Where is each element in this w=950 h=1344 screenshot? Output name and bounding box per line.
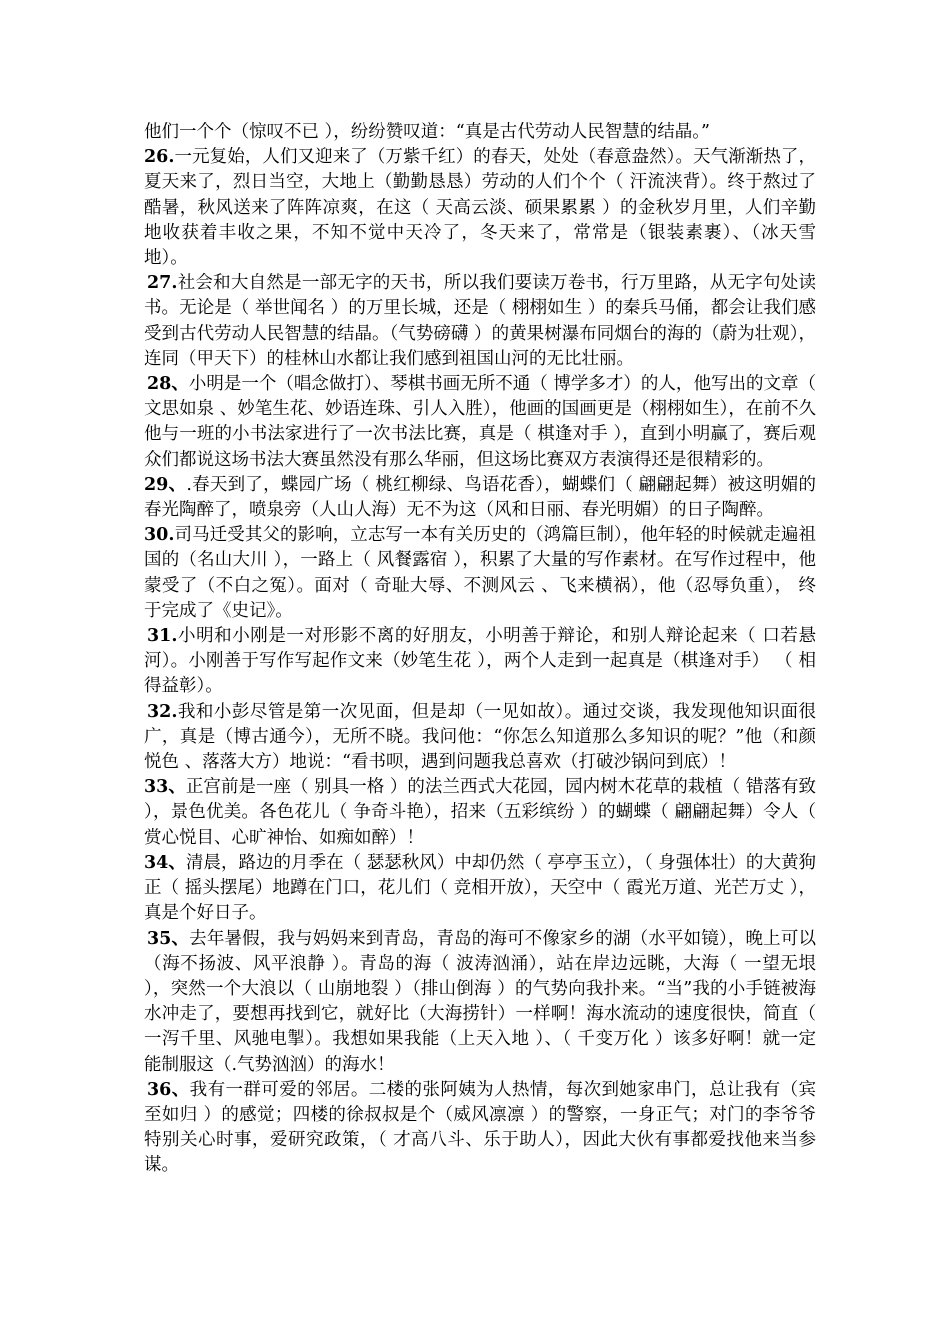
paragraph-number: 28、 [147, 374, 189, 395]
paragraph-36 [144, 1078, 816, 1179]
paragraph-number: 33、 [144, 777, 186, 798]
paragraph-continuation [144, 120, 816, 145]
paragraph-32 [144, 700, 816, 776]
paragraph-text: 社会和大自然是一部无字的天书，所以我们要读万卷书，行万里路，从无字句处读书。无论是（ 举世闻名 ）的万里长城，还是（ 栩栩如生 ）的秦兵马俑，都会让我们感受到古代劳动人民智慧的结晶。（气势磅礴 ）的黄果树瀑布同烟台的海的（蔚为壮观），连同（甲天下）的桂林山水都让我们感到祖国山河的无比壮丽。 [144, 273, 816, 369]
paragraph-text: 小明和小刚是一对形影不离的好朋友，小明善于辩论，和别人辩论起来（ 口若悬河）。小刚善于写作写起作文来（妙笔生花 ），两个人走到一起真是（棋逢对手） （ 相得益彰）。 [144, 626, 816, 697]
paragraph-text: 一元复始，人们又迎来了（万紫千红）的春天，处处（春意盎然）。天气渐渐热了，夏天来了，烈日当空，大地上（勤勤恳恳）劳动的人们个个（ 汗流浃背）。终于熬过了酷暑，秋风送来了阵阵凉爽，在这（ 天高云淡、硕果累累 ）的金秋岁月里，人们辛勤地收获着丰收之果，不知不觉中天冷了，冬天来了，常常是（银装素裹）、（冰天雪地）。 [144, 147, 816, 269]
paragraph-text: 去年暑假，我与妈妈来到青岛，青岛的海可不像家乡的湖（水平如镜），晚上可以（海不扬波、风平浪静 ）。青岛的海（ 波涛汹涌），站在岸边远眺，大海（ 一望无垠 ），突然一个大浪以（ 山崩地裂 ）（排山倒海 ）的气势向我扑来。“当”我的小手链被海水冲走了，要想再找到它，就好比（大海捞针）一样啊！海水流动的速度很快，简直（ 一泻千里、风驰电掣）。我想如果我能（上天入地 ）、（ 千变万化 ）该多好啊！就一定能制服这（.气势汹汹）的海水！ [144, 928, 816, 1075]
paragraph-number: 36、 [147, 1079, 190, 1100]
paragraph-text: 他们一个个（惊叹不已 ），纷纷赞叹道：“真是古代劳动人民智慧的结晶。” [144, 122, 710, 142]
paragraph-35 [144, 927, 816, 1078]
paragraph-31 [144, 624, 816, 700]
paragraph-number: 27. [147, 273, 178, 294]
paragraph-26 [144, 145, 816, 271]
paragraph-text: 我有一群可爱的邻居。二楼的张阿姨为人热情，每次到她家串门，总让我有（宾至如归 ）的感觉；四楼的徐叔叔是个（威风凛凛 ）的警察，一身正气；对门的李爷爷特别关心时事，爱研究政策，（ 才高八斗、乐于助人），因此大伙有事都爱找他来当参谋。 [144, 1079, 816, 1176]
paragraph-text: 我和小彭尽管是第一次见面，但是却（一见如故）。通过交谈，我发现他知识面很广，真是（博古通今），无所不晓。我问他：“你怎么知道那么多知识的呢？”他（和颜悦色 、落落大方）地说：“看书呗，遇到问题我总喜欢（打破沙锅问到底）！ [144, 701, 816, 773]
paragraph-30 [144, 523, 816, 624]
paragraph-34 [144, 851, 816, 927]
paragraph-number: 32. [147, 701, 178, 722]
paragraph-29 [144, 473, 816, 523]
paragraph-28 [144, 372, 816, 473]
paragraph-33 [144, 775, 816, 851]
document-page [144, 120, 816, 1179]
paragraph-text: 正宫前是一座（ 别具一格 ）的法兰西式大花园，园内树木花草的栽植（ 错落有致 ），景色优美。各色花儿（ 争奇斗艳），招来（五彩缤纷 ）的蝴蝶（ 翩翩起舞）令人（ 赏心悦目、心旷神怡、如痴如醉）！ [144, 777, 816, 848]
paragraph-27 [144, 271, 816, 372]
paragraph-number: 26. [144, 147, 175, 168]
paragraph-text: .春天到了，蝶园广场（ 桃红柳绿、鸟语花香），蝴蝶们（ 翩翩起舞）被这明媚的春光陶醉了，喷泉旁（人山人海）无不为这（风和日丽、春光明媚）的日子陶醉。 [144, 474, 817, 521]
paragraph-number: 34、 [144, 852, 186, 873]
paragraph-number: 31. [147, 626, 178, 647]
paragraph-text: 小明是一个（唱念做打）、琴棋书画无所不通（ 博学多才）的人，他写出的文章（ 文思如泉 、妙笔生花、妙语连珠、引人入胜），他画的国画更是（栩栩如生），在前不久他与一班的小书法家进行了一次书法比赛，真是（ 棋逢对手 ），直到小明赢了，赛后观众们都说这场书法大赛虽然没有那么华丽，但这场比赛双方表演得还是很精彩的。 [144, 374, 816, 470]
paragraph-text: 清晨，路边的月季在（ 瑟瑟秋风）中却仍然（ 亭亭玉立），（ 身强体壮）的大黄狗正（ 摇头摆尾）地蹲在门口，花儿们（ 竞相开放），天空中（ 霞光万道、光芒万丈 ）， 真是个好日子。 [144, 852, 816, 924]
paragraph-number: 29、 [144, 474, 187, 495]
paragraph-number: 30. [144, 525, 175, 546]
paragraph-number: 35、 [147, 928, 190, 949]
paragraph-text: 司马迁受其父的影响，立志写一本有关历史的（鸿篇巨制），他年轻的时候就走遍祖国的（名山大川 ），一路上（ 风餐露宿 ），积累了大量的写作素材。在写作过程中，他蒙受了（不白之冤）。面对（ 奇耻大辱、不测风云 、飞来横祸），他（忍辱负重）， 终于完成了《史记》。 [144, 525, 816, 621]
